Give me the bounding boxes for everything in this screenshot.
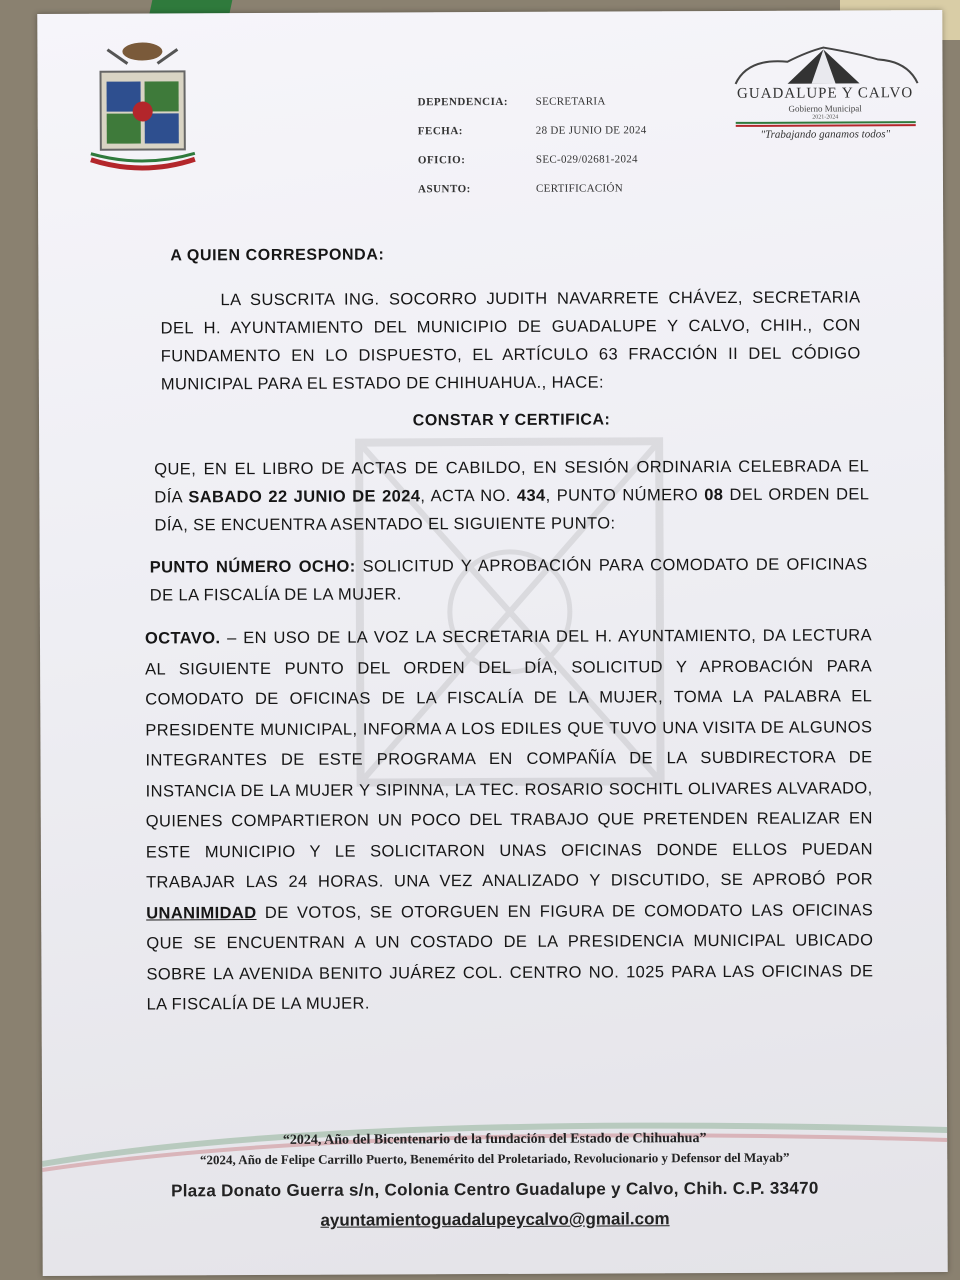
acta-text-b: , ACTA NO. xyxy=(420,486,517,506)
paragraph-octavo xyxy=(145,620,874,1020)
punto-label: PUNTO NÚMERO OCHO: xyxy=(149,557,356,577)
punto-text: SOLICITUD Y APROBACIÓN PARA COMODATO DE OFICINAS DE LA FISCALÍA DE LA MUJER. xyxy=(149,555,868,605)
footer-email-link[interactable]: ayuntamientoguadalupeycalvo@gmail.com xyxy=(320,1209,670,1230)
acta-text-c: , PUNTO NÚMERO xyxy=(545,486,705,505)
octavo-label: OCTAVO. xyxy=(144,629,221,648)
document-page xyxy=(37,10,947,1276)
oficio-value: SEC-029/02681-2024 xyxy=(535,153,638,166)
acta-text-a: QUE, EN EL LIBRO DE ACTAS DE CABILDO, EN SESIÓN ORDINARIA CELEBRADA EL DÍA xyxy=(154,457,870,507)
footer-motto-1: “2024, Año del Bicentenario de la fundación del Estado de Chihuahua” xyxy=(282,1131,707,1148)
document-header xyxy=(417,95,647,212)
mountain-logo-icon xyxy=(727,45,922,86)
salutation: A QUIEN CORRESPONDA: xyxy=(170,246,385,265)
dependencia-label: DEPENDENCIA: xyxy=(417,95,509,109)
logo-red-bar xyxy=(736,124,916,127)
guadalupe-y-calvo-logo xyxy=(727,45,922,151)
paragraph-punto xyxy=(150,550,868,609)
fecha-value: 28 DE JUNIO DE 2024 xyxy=(535,124,647,137)
fecha-label: FECHA: xyxy=(417,125,463,138)
oficio-label: OFICIO: xyxy=(417,154,466,167)
session-date: SABADO 22 JUNIO DE 2024 xyxy=(188,487,421,507)
paragraph-intro: LA SUSCRITA ING. SOCORRO JUDITH NAVARRETE CHÁVEZ, SECRETARIA DEL H. AYUNTAMIENTO DEL MUNICIPIO DE GUADALUPE Y CALVO, CHIH., CON FUNDAMENTO EN LO DISPUESTO, EL ARTÍCULO 63 FRACCIÓN II DEL CÓDIGO MUNICIPAL PARA EL ESTADO DE CHIHUAHUA., HACE: xyxy=(160,288,861,394)
paragraph-acta xyxy=(154,452,869,539)
logo-name: GUADALUPE Y CALVO xyxy=(736,85,914,102)
punto-number: 08 xyxy=(704,485,724,505)
octavo-text-b: DE VOTOS, SE OTORGUEN EN FIGURA DE COMODATO LAS OFICINAS QUE SE ENCUENTRAN A UN COSTADO DE LA PRESIDENCIA MUNICIPAL UBICADO SOBRE LA AVENIDA BENITO JUÁREZ COL. CENTRO NO. 1025 PARA LAS OFICINAS DE LA FISCALÍA DE LA MUJER. xyxy=(146,900,874,1014)
unanimidad-text: UNANIMIDAD xyxy=(146,903,257,923)
logo-years: 2021-2024 xyxy=(812,114,839,121)
certify-title: CONSTAR Y CERTIFICA: xyxy=(412,411,611,430)
footer-motto-2: “2024, Año de Felipe Carrillo Puerto, Benemérito del Proletariado, Revolucionario y Defensor del Mayab” xyxy=(199,1149,790,1168)
logo-subtitle: Gobierno Municipal xyxy=(788,103,862,114)
footer-address: Plaza Donato Guerra s/n, Colonia Centro Guadalupe y Calvo, Chih. C.P. 33470 xyxy=(171,1178,819,1201)
logo-slogan: "Trabajando ganamos todos" xyxy=(760,128,891,141)
municipal-crest-icon xyxy=(82,41,203,172)
asunto-value: CERTIFICACIÓN xyxy=(535,182,624,195)
acta-text-d: DEL ORDEN DEL DÍA, SE ENCUENTRA ASENTADO EL SIGUIENTE PUNTO: xyxy=(154,485,870,535)
acta-number: 434 xyxy=(516,486,546,505)
asunto-label: ASUNTO: xyxy=(417,183,471,196)
dependencia-value: SECRETARIA xyxy=(535,95,606,108)
octavo-text-a: – EN USO DE LA VOZ LA SECRETARIA DEL H. AYUNTAMIENTO, DA LECTURA AL SIGUIENTE PUNTO DEL ORDEN DEL DÍA, SOLICITUD Y APROBACIÓN PARA COMODATO DE OFICINAS DE LA FISCALÍA DE LA MUJER, TOMA LA PALABRA EL PRESIDENTE MUNICIPAL, INFORMA A LOS EDILES QUE TUVO UNA VISITA DE ALGUNOS INTEGRANTES DE ESTE PROGRAMA EN COMPAÑÍA DE LA SUBDIRECTORA DE INSTANCIA DE LA MUJER Y SIPINNA, LA TEC. ROSARIO SOCHITL OLIVARES ALVARADO, QUIENES COMPARTIERON UN POCO DEL TRABAJO QUE PRETENDEN REALIZAR EN ESTE MUNICIPIO Y LE SOLICITARON UNAS OFICINAS DONDE ELLOS PUEDAN TRABAJAR LAS 24 HORAS. UNA VEZ ANALIZADO Y DISCUTIDO, SE APROBÓ POR xyxy=(145,626,874,892)
